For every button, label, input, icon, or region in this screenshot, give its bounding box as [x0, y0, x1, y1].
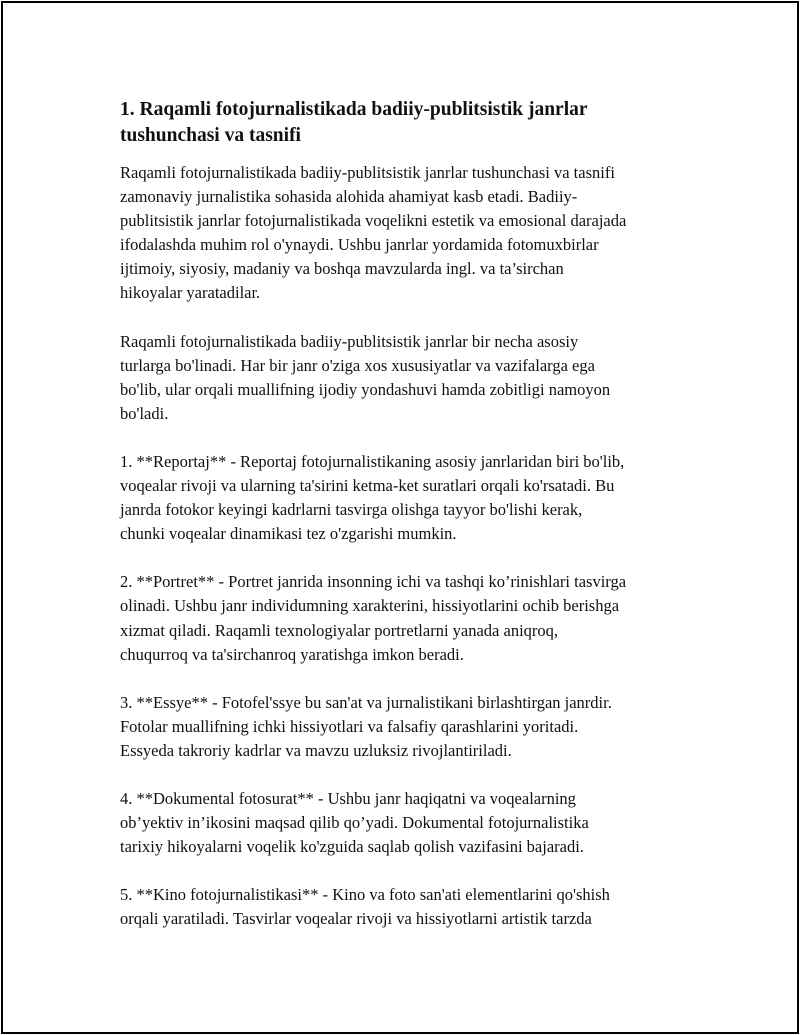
- text-line: 4. **Dokumental fotosurat** - Ushbu janr haqiqatni va voqealarning: [120, 788, 576, 808]
- title-line: 1. Raqamli fotojurnalistikada badiiy-publitsistik janrlar: [120, 99, 588, 120]
- list-item-dokumental: [120, 787, 720, 859]
- text-line: 1. **Reportaj** - Reportaj fotojurnalistikaning asosiy janrlaridan biri bo'lib,: [120, 451, 625, 471]
- text-line: 3. **Essye** - Fotofel'ssye bu san'at va jurnalistikani birlashtirgan janrdir.: [120, 692, 612, 712]
- text-line: publitsistik janrlar fotojurnalistikada voqelikni estetik va emosional darajada: [120, 211, 627, 231]
- text-line: turlarga bo'linadi. Har bir janr o'ziga xos xususiyatlar va vazifalarga ega: [120, 355, 595, 375]
- text-line: bo'ladi.: [120, 403, 169, 423]
- page-frame: [1, 1, 799, 1034]
- list-item-reportaj: [120, 450, 720, 546]
- text-line: 5. **Kino fotojurnalistikasi** - Kino va foto san'ati elementlarini qo'shish: [120, 885, 610, 905]
- text-line: chunki voqealar dinamikasi tez o'zgarishi mumkin.: [120, 524, 457, 544]
- paragraph-intro: [120, 161, 720, 306]
- title-line: tushunchasi va tasnifi: [120, 125, 301, 146]
- list-item-portret: [120, 570, 720, 666]
- list-item-kino: [120, 883, 720, 931]
- text-line: ifodalashda muhim rol o'ynaydi. Ushbu janrlar yordamida fotomuxbirlar: [120, 235, 599, 255]
- text-line: 2. **Portret** - Portret janrida insonning ichi va tashqi ko’rinishlari tasvirga: [120, 572, 627, 592]
- document-title: [120, 97, 720, 149]
- text-line: zamonaviy jurnalistika sohasida alohida ahamiyat kasb etadi. Badiiy-: [120, 187, 578, 207]
- text-line: Fotolar muallifning ichki hissiyotlari va falsafiy qarashlarini yoritadi.: [120, 716, 579, 736]
- text-line: tarixiy hikoyalarni voqelik ko'zguida saqlab qolish vazifasini bajaradi.: [120, 837, 584, 857]
- text-line: janrda fotokor keyingi kadrlarni tasvirga olishga tayyor bo'lishi kerak,: [120, 500, 583, 520]
- text-line: bo'lib, ular orqali muallifning ijodiy yondashuvi hamda zobitligi namoyon: [120, 379, 611, 399]
- text-line: voqealar rivoji va ularning ta'sirini ketma-ket suratlari orqali ko'rsatadi. Bu: [120, 476, 615, 496]
- document-body: [120, 161, 720, 931]
- document-content: [120, 97, 720, 931]
- text-line: ob’yektiv in’ikosini maqsad qilib qo’yadi. Dokumental fotojurnalistika: [120, 813, 589, 833]
- text-line: orqali yaratiladi. Tasvirlar voqealar rivoji va hissiyotlarni artistik tarzda: [120, 909, 592, 929]
- paragraph-classification: [120, 330, 720, 426]
- text-line: Raqamli fotojurnalistikada badiiy-publitsistik janrlar tushunchasi va tasnifi: [120, 163, 615, 182]
- list-item-essye: [120, 691, 720, 763]
- text-line: chuqurroq va ta'sirchanroq yaratishga imkon beradi.: [120, 644, 464, 664]
- text-line: Raqamli fotojurnalistikada badiiy-publitsistik janrlar bir necha asosiy: [120, 331, 579, 351]
- text-line: Essyeda takroriy kadrlar va mavzu uzluksiz rivojlantiriladi.: [120, 740, 512, 760]
- text-line: ijtimoiy, siyosiy, madaniy va boshqa mavzularda ingl. va ta’sirchan: [120, 259, 564, 279]
- text-line: xizmat qiladi. Raqamli texnologiyalar portretlarni yanada aniqroq,: [120, 620, 559, 640]
- text-line: hikoyalar yaratadilar.: [120, 283, 261, 303]
- text-line: olinadi. Ushbu janr individumning xarakterini, hissiyotlarini ochib berishga: [120, 596, 620, 616]
